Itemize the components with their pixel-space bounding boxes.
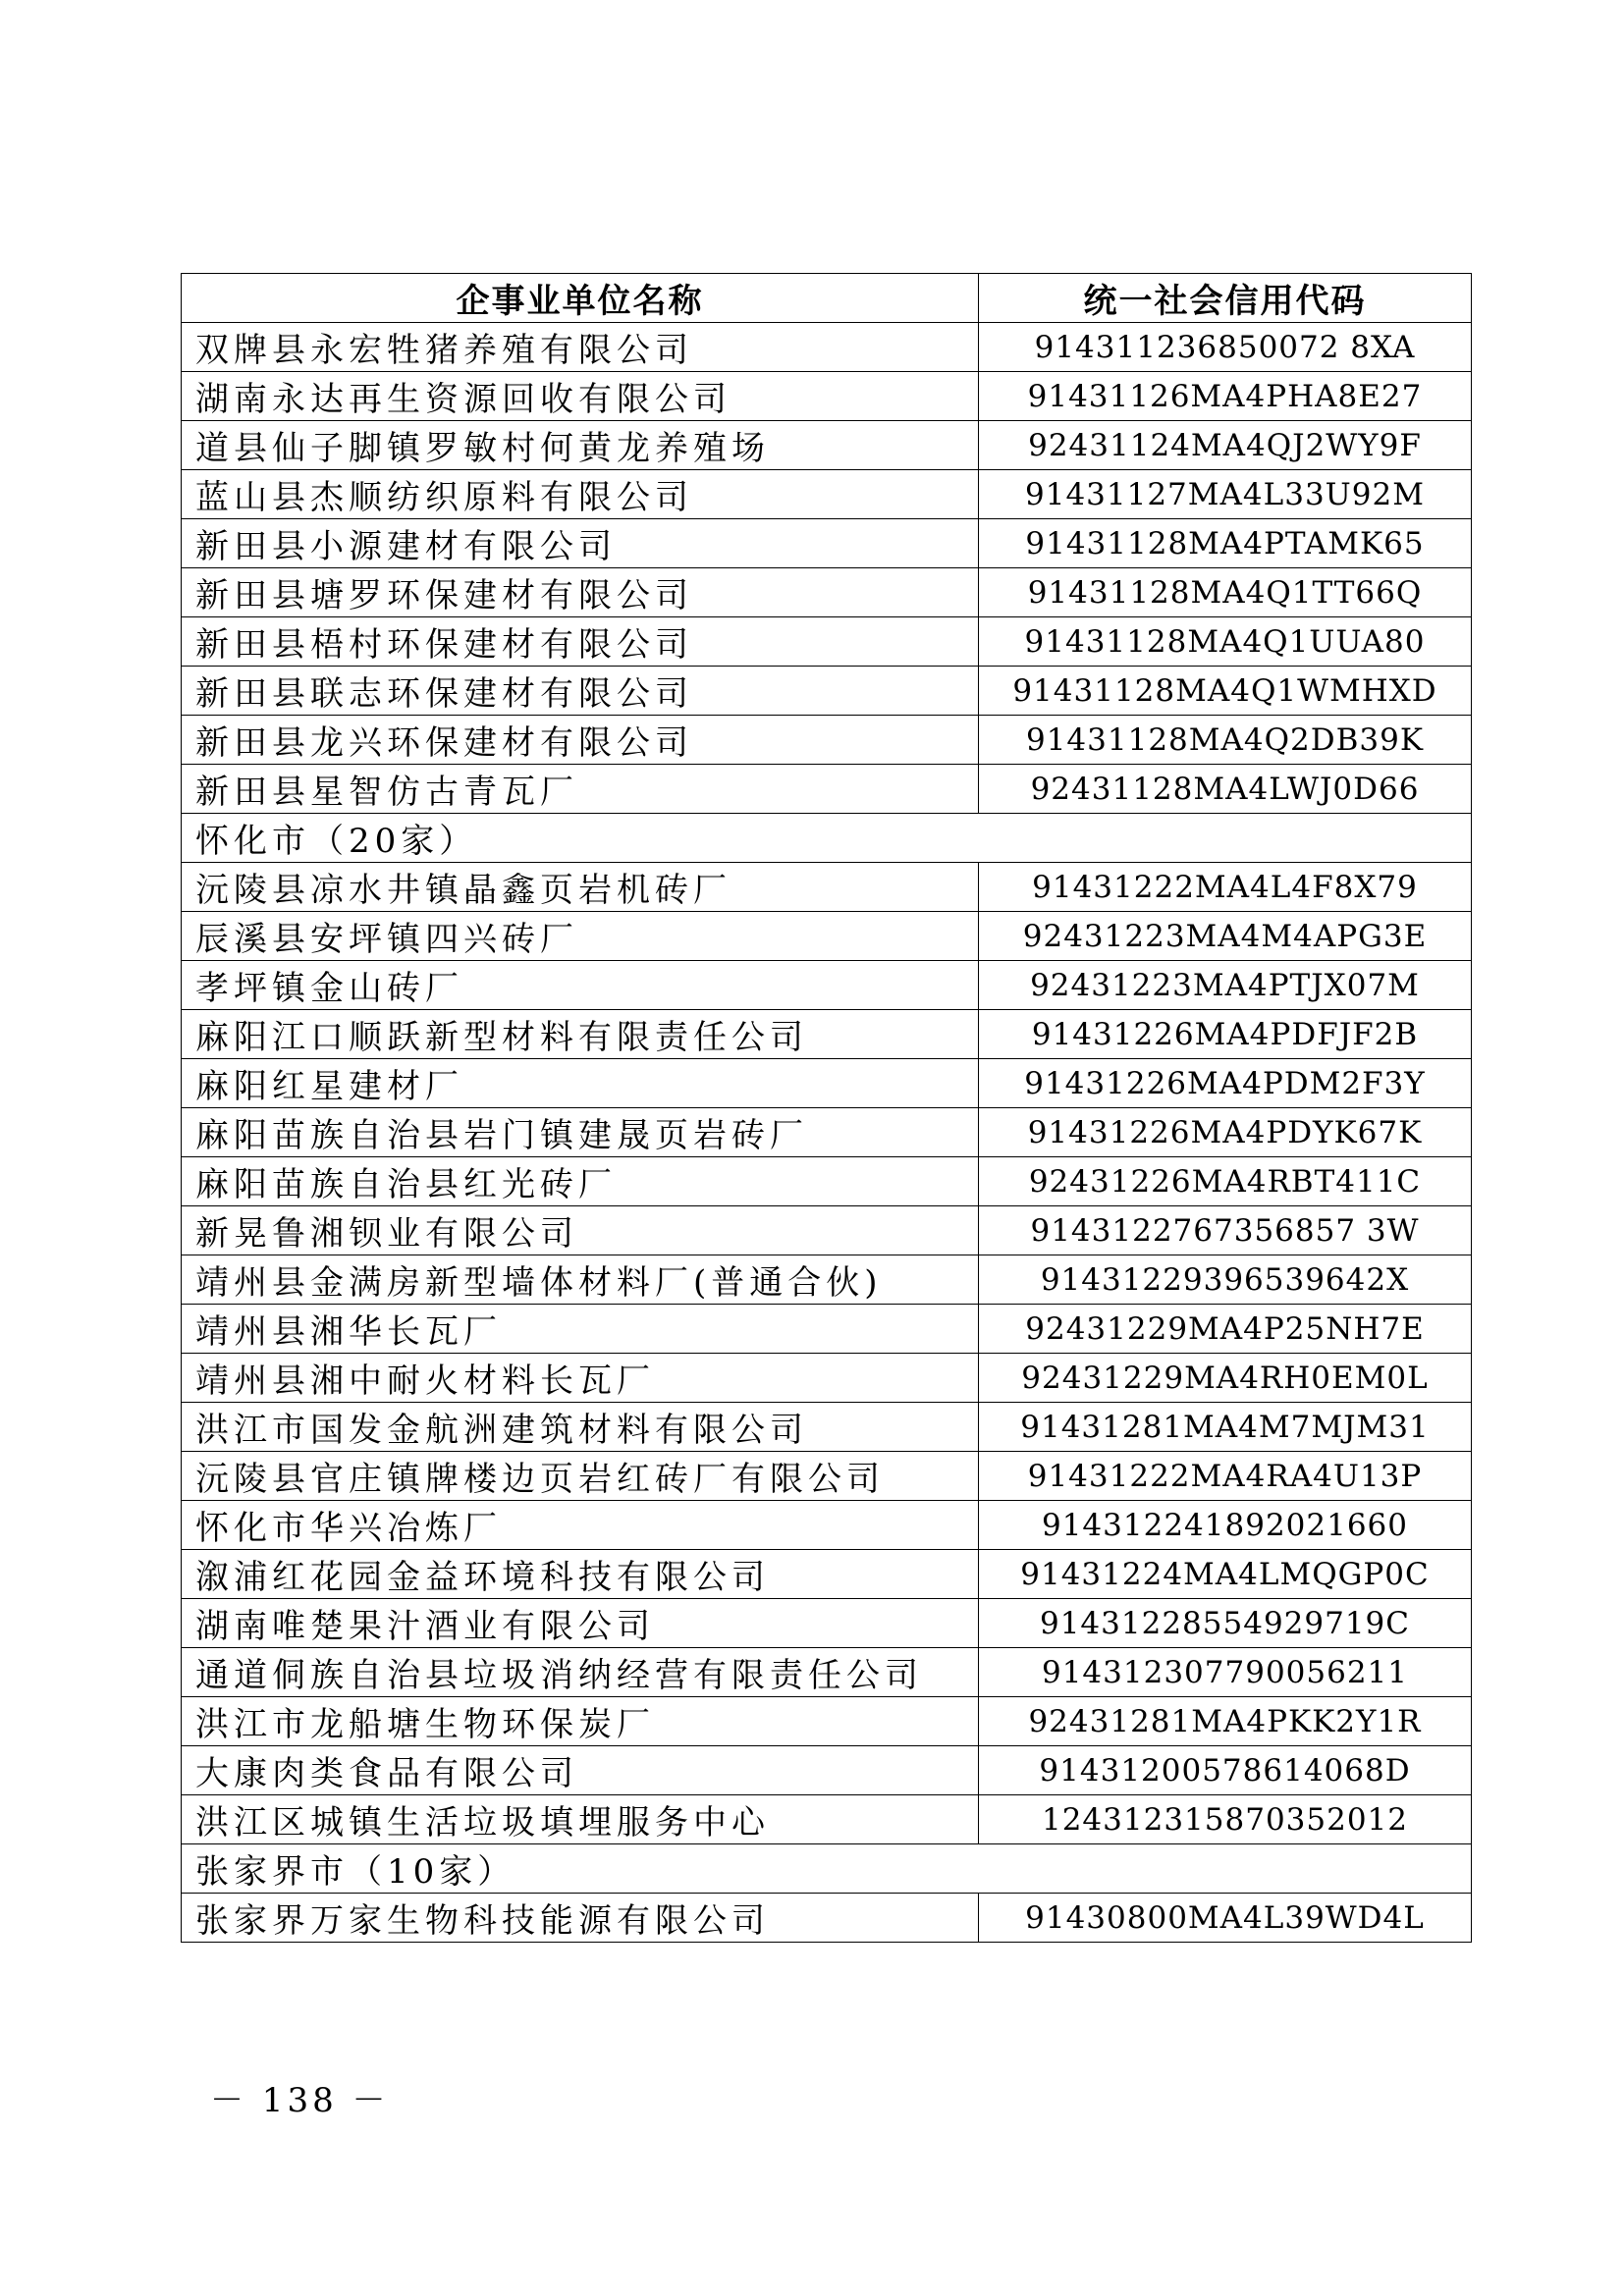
group-row xyxy=(182,814,1472,863)
table-row xyxy=(182,1010,1472,1059)
table-row xyxy=(182,1452,1472,1501)
page-number: － 138 － xyxy=(210,2081,390,2120)
credit-code-cell: 91431226MA4PDYK67K xyxy=(979,1108,1472,1157)
credit-code-cell: 91431127MA4L33U92M xyxy=(979,470,1472,519)
credit-code-cell: 92431226MA4RBT411C xyxy=(979,1157,1472,1206)
table-row xyxy=(182,1746,1472,1795)
credit-code-cell: 91431224MA4LMQGP0C xyxy=(979,1550,1472,1599)
table-row xyxy=(182,716,1472,765)
credit-code-cell: 91430800MA4L39WD4L xyxy=(979,1894,1472,1943)
credit-code-cell: 92431223MA4M4APG3E xyxy=(979,912,1472,961)
enterprise-table xyxy=(181,273,1472,1943)
enterprise-name-cell: 麻阳苗族自治县红光砖厂 xyxy=(182,1157,979,1206)
table-row xyxy=(182,323,1472,372)
table-row xyxy=(182,1894,1472,1943)
credit-code-cell: 914312241892021660 xyxy=(979,1501,1472,1550)
enterprise-name-cell: 沅陵县官庄镇牌楼边页岩红砖厂有限公司 xyxy=(182,1452,979,1501)
credit-code-cell: 92431229MA4RH0EM0L xyxy=(979,1354,1472,1403)
enterprise-name-cell: 新田县联志环保建材有限公司 xyxy=(182,667,979,716)
table-row xyxy=(182,765,1472,814)
credit-code-cell: 91431222MA4RA4U13P xyxy=(979,1452,1472,1501)
table-row xyxy=(182,1305,1472,1354)
header-code: 统一社会信用代码 xyxy=(979,274,1472,323)
credit-code-cell: 91431281MA4M7MJM31 xyxy=(979,1403,1472,1452)
enterprise-name-cell: 靖州县湘中耐火材料长瓦厂 xyxy=(182,1354,979,1403)
header-name: 企事业单位名称 xyxy=(182,274,979,323)
table-row xyxy=(182,470,1472,519)
table-row xyxy=(182,961,1472,1010)
enterprise-name-cell: 洪江区城镇生活垃圾填埋服务中心 xyxy=(182,1795,979,1844)
table-row xyxy=(182,1697,1472,1746)
credit-code-cell: 91431200578614068D xyxy=(979,1746,1472,1795)
enterprise-name-cell: 蓝山县杰顺纺织原料有限公司 xyxy=(182,470,979,519)
enterprise-name-cell: 洪江市国发金航洲建筑材料有限公司 xyxy=(182,1403,979,1452)
credit-code-cell: 91431128MA4Q1UUA80 xyxy=(979,617,1472,667)
enterprise-name-cell: 新田县梧村环保建材有限公司 xyxy=(182,617,979,667)
enterprise-name-cell: 孝坪镇金山砖厂 xyxy=(182,961,979,1010)
credit-code-cell: 92431229MA4P25NH7E xyxy=(979,1305,1472,1354)
table-row xyxy=(182,667,1472,716)
credit-code-cell: 914312307790056211 xyxy=(979,1648,1472,1697)
credit-code-cell: 92431124MA4QJ2WY9F xyxy=(979,421,1472,470)
credit-code-cell: 91431128MA4Q1WMHXD xyxy=(979,667,1472,716)
enterprise-name-cell: 麻阳苗族自治县岩门镇建晟页岩砖厂 xyxy=(182,1108,979,1157)
table-row xyxy=(182,1795,1472,1844)
table-row xyxy=(182,1206,1472,1255)
table-row xyxy=(182,1255,1472,1305)
credit-code-cell: 92431223MA4PTJX07M xyxy=(979,961,1472,1010)
enterprise-name-cell: 新田县星智仿古青瓦厂 xyxy=(182,765,979,814)
credit-code-cell: 914311236850072 8XA xyxy=(979,323,1472,372)
table-row xyxy=(182,912,1472,961)
table-row xyxy=(182,617,1472,667)
enterprise-name-cell: 靖州县湘华长瓦厂 xyxy=(182,1305,979,1354)
credit-code-cell: 91431222MA4L4F8X79 xyxy=(979,863,1472,912)
credit-code-cell: 91431126MA4PHA8E27 xyxy=(979,372,1472,421)
credit-code-cell: 91431226MA4PDM2F3Y xyxy=(979,1059,1472,1108)
enterprise-name-cell: 辰溪县安坪镇四兴砖厂 xyxy=(182,912,979,961)
table-row xyxy=(182,1059,1472,1108)
enterprise-name-cell: 湖南永达再生资源回收有限公司 xyxy=(182,372,979,421)
credit-code-cell: 91431228554929719C xyxy=(979,1599,1472,1648)
table-header-row xyxy=(182,274,1472,323)
enterprise-name-cell: 新晃鲁湘钡业有限公司 xyxy=(182,1206,979,1255)
table-row xyxy=(182,1501,1472,1550)
enterprise-name-cell: 沅陵县凉水井镇晶鑫页岩机砖厂 xyxy=(182,863,979,912)
table-row xyxy=(182,1354,1472,1403)
enterprise-name-cell: 大康肉类食品有限公司 xyxy=(182,1746,979,1795)
table-row xyxy=(182,1108,1472,1157)
credit-code-cell: 92431128MA4LWJ0D66 xyxy=(979,765,1472,814)
table-row xyxy=(182,1550,1472,1599)
credit-code-cell: 9143122767356857 3W xyxy=(979,1206,1472,1255)
enterprise-name-cell: 溆浦红花园金益环境科技有限公司 xyxy=(182,1550,979,1599)
enterprise-name-cell: 怀化市华兴冶炼厂 xyxy=(182,1501,979,1550)
table-row xyxy=(182,1157,1472,1206)
enterprise-name-cell: 麻阳江口顺跃新型材料有限责任公司 xyxy=(182,1010,979,1059)
credit-code-cell: 91431128MA4Q1TT66Q xyxy=(979,568,1472,617)
table-row xyxy=(182,421,1472,470)
enterprise-name-cell: 张家界万家生物科技能源有限公司 xyxy=(182,1894,979,1943)
enterprise-name-cell: 湖南唯楚果汁酒业有限公司 xyxy=(182,1599,979,1648)
enterprise-name-cell: 靖州县金满房新型墙体材料厂(普通合伙) xyxy=(182,1255,979,1305)
enterprise-name-cell: 新田县龙兴环保建材有限公司 xyxy=(182,716,979,765)
table-row xyxy=(182,1599,1472,1648)
credit-code-cell: 124312315870352012 xyxy=(979,1795,1472,1844)
credit-code-cell: 92431281MA4PKK2Y1R xyxy=(979,1697,1472,1746)
enterprise-name-cell: 洪江市龙船塘生物环保炭厂 xyxy=(182,1697,979,1746)
credit-code-cell: 91431128MA4Q2DB39K xyxy=(979,716,1472,765)
table-row xyxy=(182,519,1472,568)
enterprise-name-cell: 通道侗族自治县垃圾消纳经营有限责任公司 xyxy=(182,1648,979,1697)
table-row xyxy=(182,863,1472,912)
group-label: 张家界市（10家） xyxy=(182,1844,1472,1894)
group-label: 怀化市（20家） xyxy=(182,814,1472,863)
table-row xyxy=(182,1403,1472,1452)
table-row xyxy=(182,1648,1472,1697)
table-row xyxy=(182,568,1472,617)
enterprise-name-cell: 道县仙子脚镇罗敏村何黄龙养殖场 xyxy=(182,421,979,470)
credit-code-cell: 91431229396539642X xyxy=(979,1255,1472,1305)
credit-code-cell: 91431226MA4PDFJF2B xyxy=(979,1010,1472,1059)
enterprise-name-cell: 新田县小源建材有限公司 xyxy=(182,519,979,568)
enterprise-name-cell: 新田县塘罗环保建材有限公司 xyxy=(182,568,979,617)
group-row xyxy=(182,1844,1472,1894)
enterprise-name-cell: 麻阳红星建材厂 xyxy=(182,1059,979,1108)
table-row xyxy=(182,372,1472,421)
table-body xyxy=(182,323,1472,1943)
credit-code-cell: 91431128MA4PTAMK65 xyxy=(979,519,1472,568)
enterprise-name-cell: 双牌县永宏牲猪养殖有限公司 xyxy=(182,323,979,372)
